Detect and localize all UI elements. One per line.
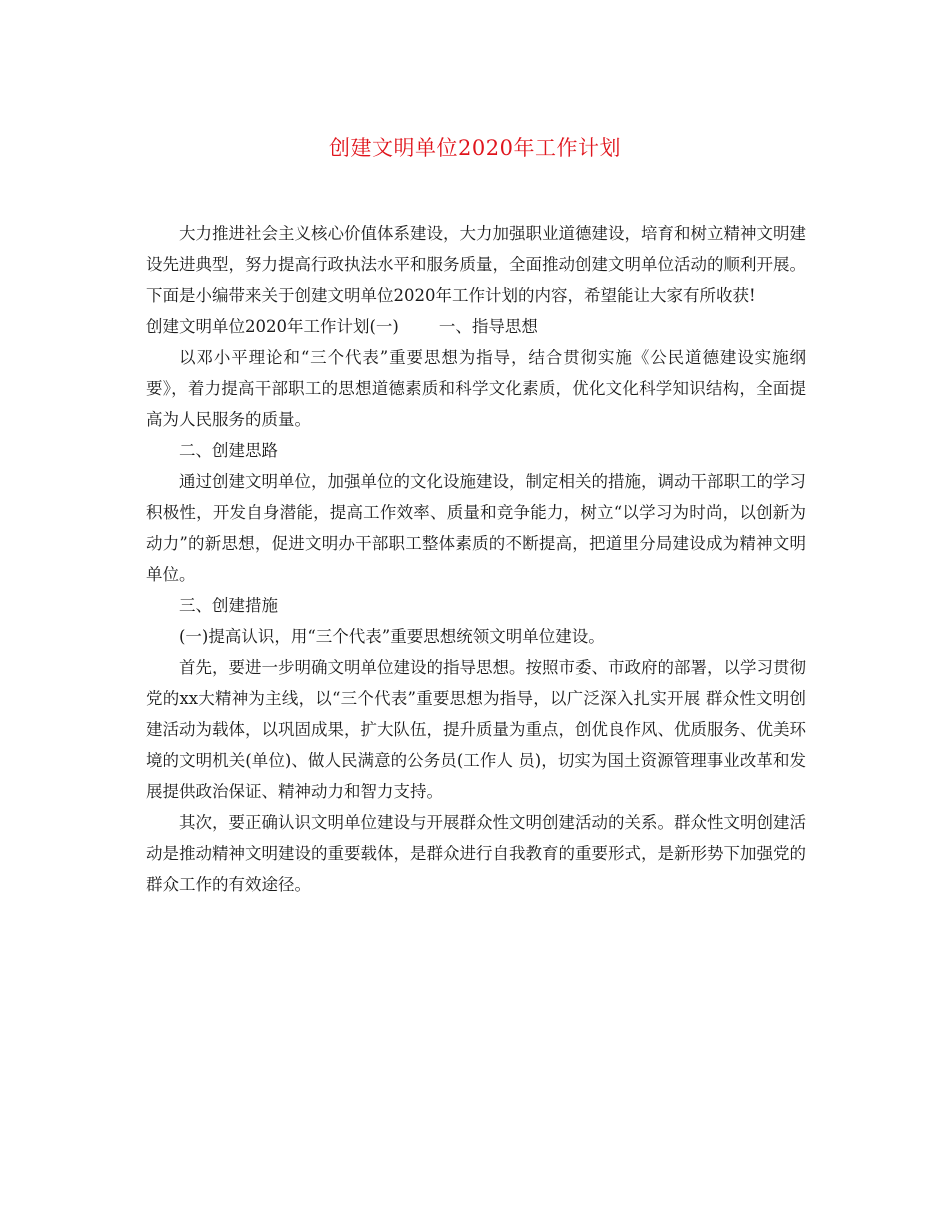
plan-heading: 创建文明单位2020年工作计划(一) (146, 317, 399, 336)
measure1-paragraph-1: 首先，要进一步明确文明单位建设的指导思想。按照市委、市政府的部署，以学习贯彻党的xx大精神为主线，以“三个代表”重要思想为指导，以广泛深入扎实开展 群众性文明创建活动为载体，以巩固成果，扩大队伍，提升质量为重点，创优良作风、优质服务、优美环境的文明机关(单位)、做人民满意的公务员(工作人 员)，切实为国土资源管理事业改革和发展提供政治保证、精神动力和智力支持。 (146, 658, 806, 801)
document-title: 创建文明单位2020年工作计划 (329, 136, 621, 160)
intro-paragraph: 大力推进社会主义核心价值体系建设，大力加强职业道德建设，培育和树立精神文明建设先进典型，努力提高行政执法水平和服务质量，全面推动创建文明单位活动的顺利开展。下面是小编带来关于创建文明单位2020年工作计划的内容，希望能让大家有所收获! (146, 224, 806, 305)
document-body (146, 218, 806, 900)
section2-heading: 二、创建思路 (179, 441, 278, 460)
section3-heading: 三、创建措施 (179, 596, 278, 615)
measure1-paragraph-2: 其次，要正确认识文明单位建设与开展群众性文明创建活动的关系。群众性文明创建活动是推动精神文明建设的重要载体，是群众进行自我教育的重要形式，是新形势下加强党的群众工作的有效途径。 (146, 813, 806, 894)
section1-heading: 一、指导思想 (438, 317, 538, 336)
section1-paragraph: 以邓小平理论和“三个代表”重要思想为指导，结合贯彻实施《公民道德建设实施纲要》，着力提高干部职工的思想道德素质和科学文化素质，优化文化科学知识结构，全面提高为人民服务的质量。 (146, 348, 806, 429)
section2-paragraph: 通过创建文明单位，加强单位的文化设施建设，制定相关的措施，调动干部职工的学习积极性，开发自身潜能，提高工作效率、质量和竞争能力，树立“以学习为时尚，以创新为动力”的新思想，促进文明办干部职工整体素质的不断提高，把道里分局建设成为精神文明单位。 (146, 472, 806, 584)
measure1-heading: (一)提高认识，用“三个代表”重要思想统领文明单位建设。 (179, 627, 605, 646)
plan-heading-line (146, 311, 806, 342)
